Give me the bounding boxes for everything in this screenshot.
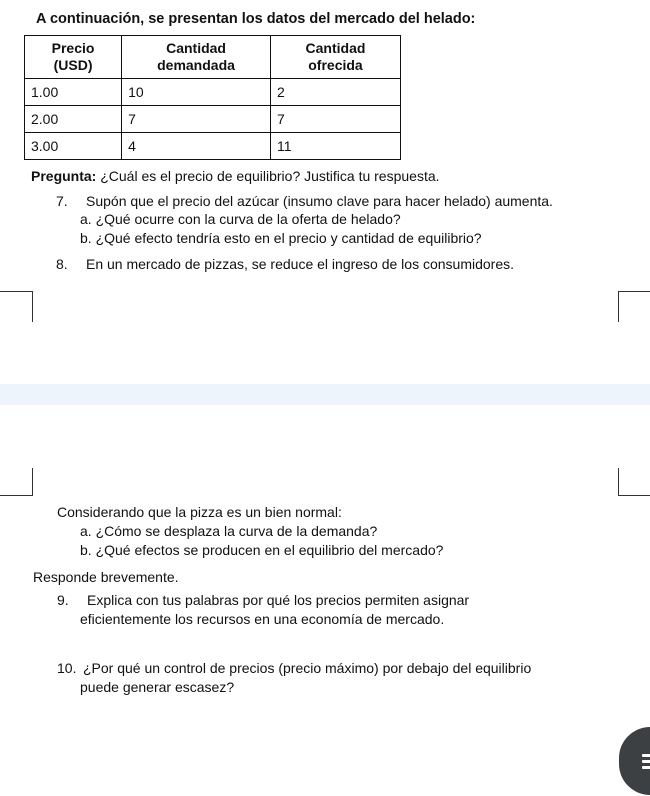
responde-heading: Responde brevemente. <box>33 569 179 585</box>
page-corner-mark <box>0 291 33 322</box>
question-7a: a. ¿Qué ocurre con la curva de la oferta de helado? <box>80 211 401 227</box>
cell-price: 2.00 <box>25 106 122 133</box>
cell-supplied: 11 <box>270 133 400 160</box>
cell-demanded: 4 <box>122 133 271 160</box>
table-header-row <box>25 36 401 79</box>
table-row <box>25 106 401 133</box>
header-demanded: Cantidad demandada <box>122 36 271 79</box>
question-9-line2: eficientemente los recursos en una economía de mercado. <box>80 611 445 627</box>
cell-demanded: 7 <box>122 106 271 133</box>
question-9-line1: Explica con tus palabras por qué los precios permiten asignar <box>87 592 470 608</box>
question-7 <box>56 193 553 210</box>
page-gap-band <box>0 384 650 405</box>
question-8-text: En un mercado de pizzas, se reduce el ingreso de los consumidores. <box>86 256 515 272</box>
question-7-number: 7. <box>56 193 68 209</box>
header-price: Precio (USD) <box>25 36 122 79</box>
pregunta-label: Pregunta: <box>31 168 97 184</box>
cell-demanded: 10 <box>122 79 271 106</box>
cell-price: 3.00 <box>25 133 122 160</box>
question-8 <box>56 256 514 273</box>
pregunta-line <box>31 168 440 185</box>
page-corner-mark <box>0 468 33 496</box>
table-row <box>25 133 401 160</box>
question-10-number: 10. <box>57 660 77 676</box>
header-supplied: Cantidad ofrecida <box>270 36 400 79</box>
menu-button[interactable] <box>619 727 650 795</box>
question-10 <box>57 660 531 677</box>
cell-price: 1.00 <box>25 79 122 106</box>
question-10-line1: ¿Por qué un control de precios (precio máximo) por debajo del equilibrio <box>83 660 532 676</box>
question-9-number: 9. <box>57 592 69 608</box>
table-row <box>25 79 401 106</box>
page-corner-mark <box>618 468 650 496</box>
market-table <box>24 35 401 160</box>
page-corner-mark <box>618 291 650 322</box>
cell-supplied: 7 <box>270 106 400 133</box>
pregunta-text: ¿Cuál es el precio de equilibrio? Justifica tu respuesta. <box>96 168 440 184</box>
intro-heading: A continuación, se presentan los datos del mercado del helado: <box>36 11 476 27</box>
question-8b: b. ¿Qué efectos se producen en el equilibrio del mercado? <box>80 542 444 558</box>
cell-supplied: 2 <box>270 79 400 106</box>
question-7b: b. ¿Qué efecto tendría esto en el precio y cantidad de equilibrio? <box>80 230 482 246</box>
question-9 <box>57 592 469 609</box>
question-8-number: 8. <box>56 256 68 272</box>
question-10-line2: puede generar escasez? <box>80 679 235 695</box>
question-7-text: Supón que el precio del azúcar (insumo clave para hacer helado) aumenta. <box>86 193 553 209</box>
question-8-lead: Considerando que la pizza es un bien normal: <box>57 504 342 520</box>
question-8a: a. ¿Cómo se desplaza la curva de la demanda? <box>80 523 378 539</box>
